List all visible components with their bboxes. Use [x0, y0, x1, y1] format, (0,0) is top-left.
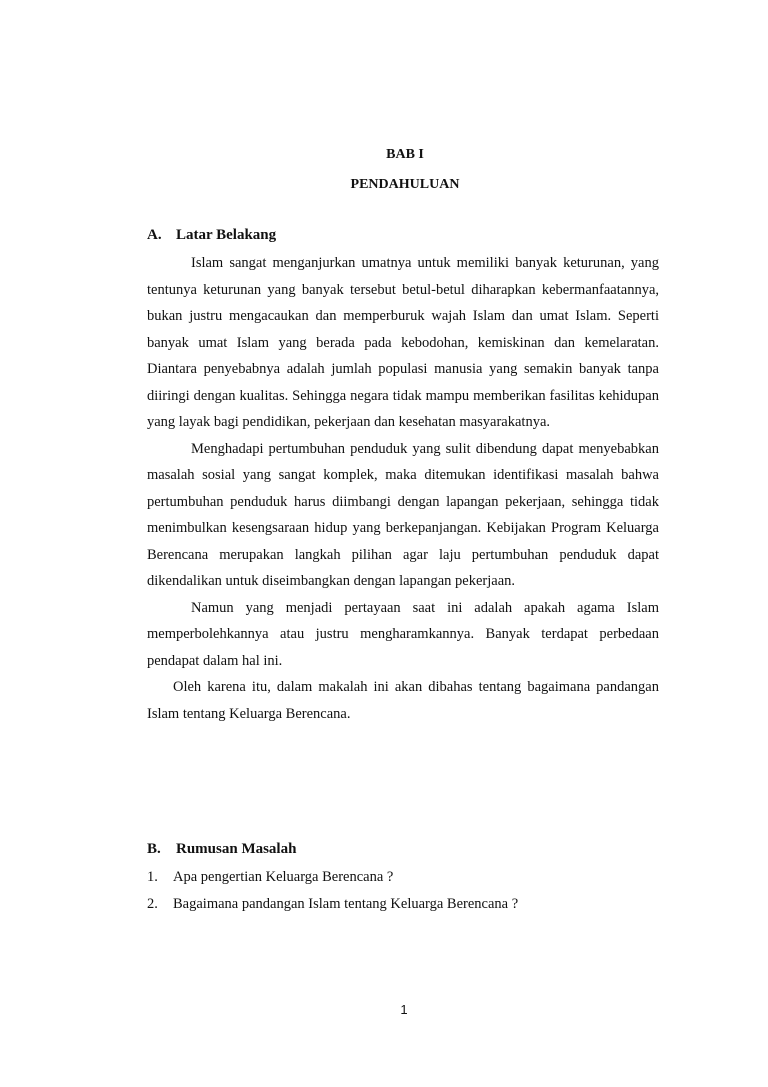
list-item [147, 891, 667, 918]
paragraph-3: Namun yang menjadi pertayaan saat ini adalah apakah agama Islam memperbolehkannya atau justru mengharamkannya. Banyak terdapat perbedaan pendapat dalam hal ini. [147, 599, 659, 669]
section-a-heading [147, 227, 276, 244]
paragraph-4: Oleh karena itu, dalam makalah ini akan dibahas tentang bagaimana pandangan Islam tentang Keluarga Berencana. [147, 679, 659, 722]
list-item [147, 864, 667, 891]
section-b-title: Rumusan Masalah [176, 841, 297, 857]
problem-list [147, 864, 667, 918]
paragraph-2: Menghadapi pertumbuhan penduduk yang sulit dibendung dapat menyebabkan masalah sosial yang sangat komplek, maka ditemukan identifikasi masalah bahwa pertumbuhan penduduk harus diimbangi dengan lapangan pekerjaan, sehingga tidak menimbulkan kesengsaraan hidup yang berkepanjangan. Kebijakan Program Keluarga Berencana merupakan langkah pilihan agar laju pertumbuhan penduduk dapat dikendalikan untuk diseimbangkan dengan lapangan pekerjaan. [147, 440, 659, 589]
section-b-heading [147, 841, 296, 858]
page-number: 1 [400, 1002, 408, 1017]
section-a-title: Latar Belakang [176, 227, 277, 243]
list-item-number: 1. [147, 869, 158, 885]
section-b-marker: B. [147, 841, 161, 857]
chapter-number: BAB I [386, 147, 424, 162]
list-item-text: Bagaimana pandangan Islam tentang Keluarga Berencana ? [173, 896, 519, 912]
section-a-body [147, 250, 659, 727]
section-a-marker: A. [147, 227, 162, 243]
list-item-number: 2. [147, 896, 158, 912]
list-item-text: Apa pengertian Keluarga Berencana ? [173, 869, 394, 885]
paragraph-1: Islam sangat menganjurkan umatnya untuk memiliki banyak keturunan, yang tentunya keturunan yang banyak tersebut betul-betul diharapkan kebermanfaatannya, bukan justru mengacaukan dan memperburuk wajah Islam dan umat Islam. Seperti banyak umat Islam yang berada pada kebodohan, kemiskinan dan kemelaratan. Diantara penyebabnya adalah jumlah populasi manusia yang semakin banyak tanpa diiringi dengan kualitas. Sehingga negara tidak mampu memberikan fasilitas kehidupan yang layak bagi pendidikan, pekerjaan dan kesehatan masyarakatnya. [147, 255, 659, 430]
chapter-title: PENDAHULUAN [350, 177, 460, 192]
